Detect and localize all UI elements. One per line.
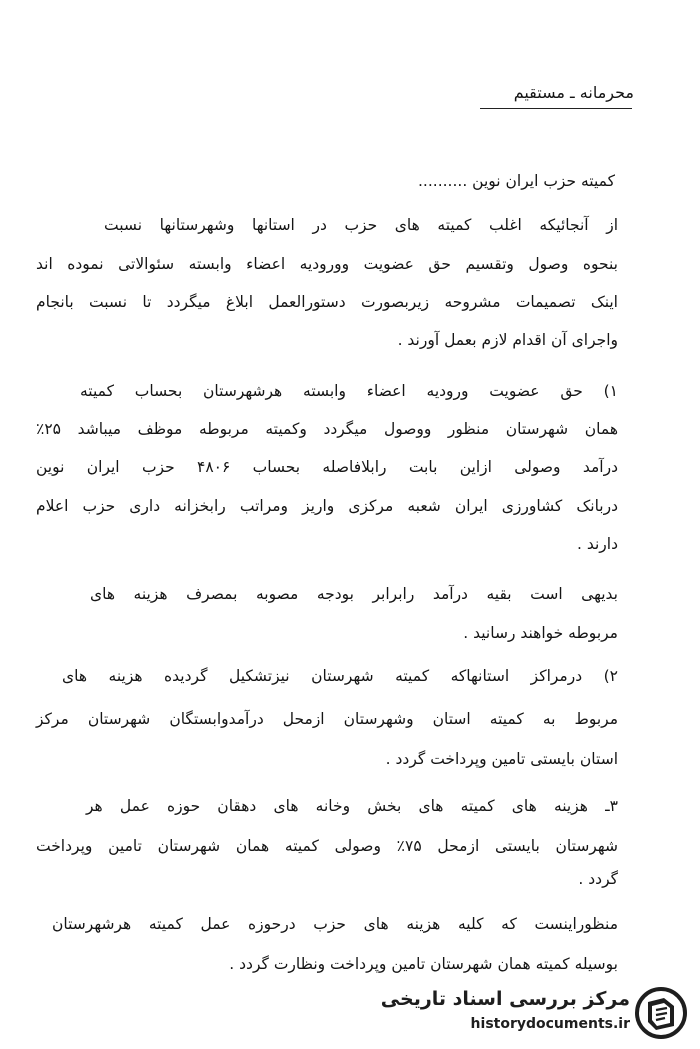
body-line: منظوراینست که کلیه هزینه های حزب درحوزه عمل کمیته هرشهرستان: [52, 915, 618, 933]
body-line: درآمد وصولی ازاین بابت رابلافاصله بحساب ۴۸۰۶ حزب ایران نوین: [36, 458, 618, 476]
salutation: کمیته حزب ایران نوین ..........: [417, 172, 615, 190]
body-line: از آنجائیکه اغلب کمیته های حزب در استانها وشهرستانها نسبت: [104, 216, 618, 234]
classification-underline: [480, 108, 632, 109]
body-line: بنحوه وصول وتقسیم حق عضویت وورودیه اعضاء وابسته سئوالاتی نموده اند: [36, 255, 618, 273]
classification-label: محرمانه ـ مستقیم: [513, 83, 634, 102]
body-line: ۳ـ هزینه های کمیته های بخش وخانه های دهقان حوزه عمل هر: [86, 797, 618, 815]
body-line: بوسیله کمیته همان شهرستان تامین وپرداخت ونظارت گردد .: [229, 955, 618, 973]
body-line: واجرای آن اقدام لازم بعمل آورند .: [397, 331, 618, 349]
body-line: مربوط به کمیته استان وشهرستان ازمحل درآمدوابستگان شهرستان مرکز: [36, 710, 618, 728]
archive-watermark: [380, 986, 692, 1042]
body-line: ۲) درمراکز استانهاکه کمیته شهرستان نیزتشکیل گردیده هزینه های: [62, 667, 618, 685]
document-archive-logo-icon: [634, 986, 688, 1040]
body-line: استان بایستی تامین وپرداخت گردد .: [385, 750, 618, 768]
archive-url: historydocuments.ir: [470, 1016, 630, 1032]
body-line: دربانک کشاورزی ایران شعبه مرکزی واریز ومراتب رابخزانه داری حزب اعلام: [36, 497, 618, 515]
body-line: گردد .: [578, 870, 618, 888]
body-line: بدیهی است بقیه درآمد رابرابر بودجه مصوبه بمصرف هزینه های: [90, 585, 618, 603]
body-line: مربوطه خواهند رسانید .: [463, 624, 618, 642]
archive-name: مرکز بررسی اسناد تاریخی: [380, 988, 630, 1010]
body-line: ۱) حق عضویت ورودیه اعضاء وابسته هرشهرستان بحساب کمیته: [80, 382, 618, 400]
body-line: شهرستان بایستی ازمحل ۷۵٪ وصولی کمیته همان شهرستان تامین وپرداخت: [36, 837, 618, 855]
body-line: دارند .: [577, 535, 618, 553]
body-line: اینک تصمیمات مشروحه زیربصورت دستورالعمل ابلاغ میگردد تا نسبت بانجام: [36, 293, 618, 311]
body-line: همان شهرستان منظور ووصول میگردد وکمیته مربوطه موظف میباشد ۲۵٪: [36, 420, 618, 438]
